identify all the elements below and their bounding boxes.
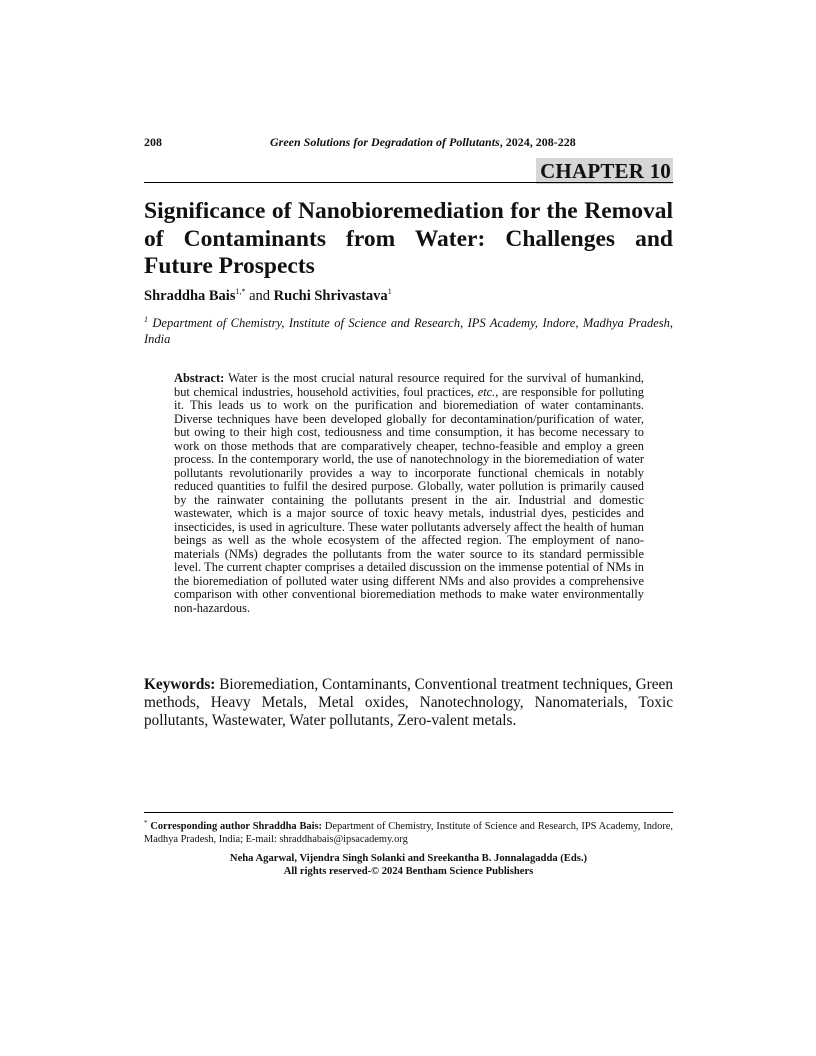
author-2: Ruchi Shrivastava	[273, 288, 388, 304]
author-1: Shraddha Bais	[144, 288, 236, 304]
abstract-text-2: , are responsible for polluting it. This leads us to work on the purification and bioremediation of water contaminants. Diverse techniques have been developed globally for decontamination/purification of water, but owing to their high cost, tediousness and time consumption, it has become necessary to work on those methods that are comparatively cheaper, techno-feasible and employ a green process. In the contemporary world, the use of nanotechnology in the bioremediation of water pollutants revolutionarily provides a way to incorporate functional chemicals in notably reduced quantities to fulfil the desired purpose. Globally, water pollution is primarily caused by the rainwater containing the pollutants present in the air. Industrial and domestic wastewater, which is a major source of toxic heavy metals, industrial dyes, pesticides and insecticides, is used in agriculture. These water pollutants adversely affect the health of human beings as well as the whole ecosystem of the affected region. The employment of nano-materials (NMs) degrades the pollutants from the water source to its standard permissible level. The current chapter comprises a detailed discussion on the immense potential of NMs in the bioremediation of polluted water using different NMs and also provides a comprehensive comparison with other conventional bioremediation methods to make water environmentally non-hazardous.	[174, 384, 644, 615]
author-2-affil-marker: 1	[387, 287, 392, 296]
keywords	[144, 676, 673, 731]
author-1-affil-marker: 1,*	[235, 287, 246, 296]
chapter-title: Significance of Nanobioremediation for the Removal of Contaminants from Water: Challenges and Future Prospects	[144, 198, 673, 279]
editors-names: Neha Agarwal, Vijendra Singh Solanki and Sreekantha B. Jonnalagadda (Eds.)	[229, 853, 588, 864]
footnote-text: Department of Chemistry, Institute of Science and Research, IPS Academy, Indore, Madhya Pradesh, India; E-mail: shraddhabais@ipsacademy.org	[144, 821, 673, 845]
abstract-etc: etc.	[477, 384, 496, 399]
author-line	[144, 287, 392, 305]
author-connector: and	[245, 288, 274, 304]
journal-citation	[270, 135, 576, 150]
page-number: 208	[144, 135, 162, 149]
affiliation	[144, 312, 673, 347]
keywords-label: Keywords:	[144, 676, 216, 693]
copyright-line: All rights reserved-© 2024 Bentham Science Publishers	[283, 866, 534, 877]
journal-title: Green Solutions for Degradation of Pollutants	[270, 135, 500, 149]
footnote-label: Corresponding author Shraddha Bais:	[147, 821, 322, 832]
chapter-label: CHAPTER 10	[536, 158, 673, 184]
abstract-label: Abstract:	[174, 371, 225, 385]
journal-volume-pages: , 2024, 208-228	[499, 135, 576, 149]
abstract	[174, 372, 644, 615]
abstract-text-1: Water is the most crucial natural resource required for the survival of humankind, but chemical industries, household activities, foul practices,	[174, 371, 644, 399]
footnote-marker: *	[144, 819, 148, 827]
header-rule	[144, 182, 673, 183]
affiliation-text: Department of Chemistry, Institute of Science and Research, IPS Academy, Indore, Madhya Pradesh, India	[144, 316, 673, 346]
keywords-text: Bioremediation, Contaminants, Conventional treatment techniques, Green methods, Heavy Metals, Metal oxides, Nanotechnology, Nanomaterials, Toxic pollutants, Wastewater, Water pollutants, Zero-valent metals.	[144, 676, 673, 730]
footnote	[144, 817, 673, 846]
editors-block	[144, 852, 673, 878]
footnote-rule	[144, 812, 673, 813]
affiliation-marker: 1	[144, 315, 148, 324]
